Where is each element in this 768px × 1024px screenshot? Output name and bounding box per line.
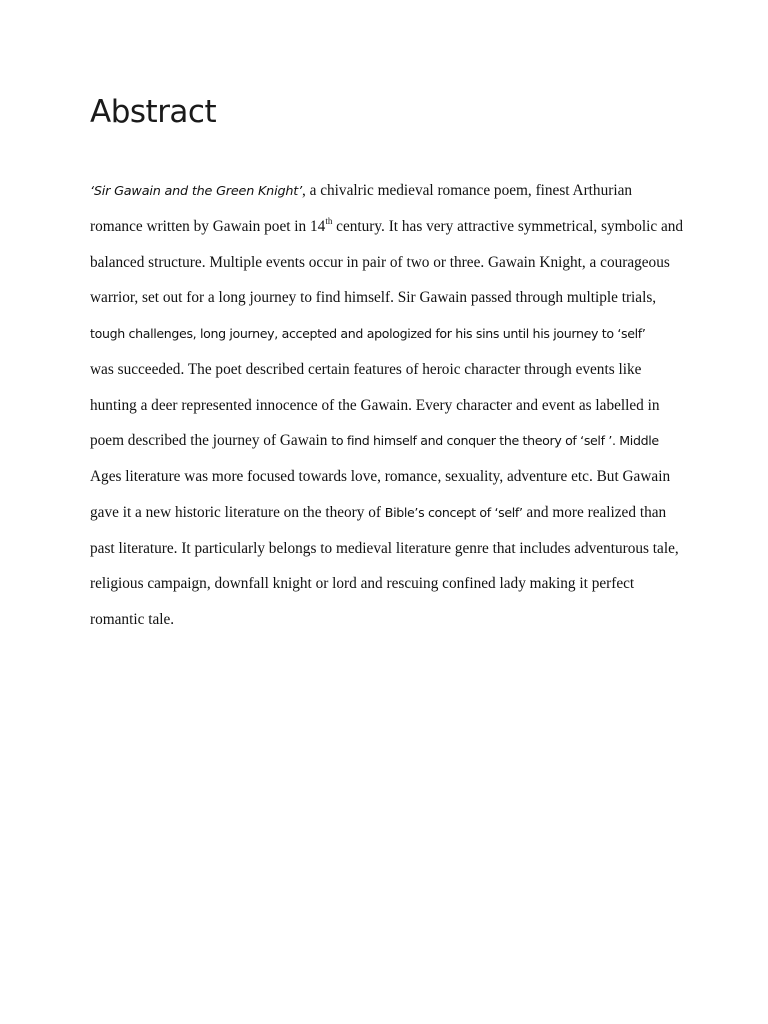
line-10-part-2: Bible’s concept of ‘self’ (384, 504, 523, 520)
line-8-part-2: to find himself and conquer the theory of ‘self ’. Middle (331, 433, 659, 449)
abstract-line-6: was succeeded. The poet described certain features of heroic character through events like (90, 360, 642, 378)
line-2-after: century. It has very attractive symmetrical, symbolic and (332, 217, 684, 235)
poem-title: ‘Sir Gawain and the Green Knight’ (90, 184, 302, 199)
abstract-line-9: Ages literature was more focused towards love, romance, sexuality, adventure etc. But Gawain (90, 468, 671, 485)
abstract-line-7: hunting a deer represented innocence of the Gawain. Every character and event as labelled in (90, 396, 660, 414)
abstract-line-13: romantic tale. (90, 611, 175, 628)
abstract-line-5: tough challenges, long journey, accepted and apologized for his sins until his journey to ‘self’ (90, 326, 646, 341)
line-10-part-3: and more realized than (522, 503, 667, 521)
ordinal-suffix: th (325, 215, 333, 226)
line-8-part-1: poem described the journey of Gawain (90, 432, 332, 450)
abstract-line-8 (90, 428, 690, 464)
abstract-heading: Abstract (90, 94, 217, 130)
abstract-line-1 (90, 178, 690, 214)
line-10-part-1: gave it a new historic literature on the theory of (90, 503, 385, 521)
abstract-line-10 (90, 500, 690, 536)
abstract-line-2 (90, 214, 690, 250)
abstract-body (90, 178, 690, 643)
abstract-line-12: religious campaign, downfall knight or lord and rescuing confined lady making it perfect (90, 575, 635, 593)
abstract-line-3: balanced structure. Multiple events occur in pair of two or three. Gawain Knight, a courageous (90, 253, 670, 271)
line-2-before: romance written by Gawain poet in 14 (90, 217, 326, 235)
abstract-line-4: warrior, set out for a long journey to find himself. Sir Gawain passed through multiple trials, (90, 289, 657, 307)
line-1-rest: , a chivalric medieval romance poem, finest Arthurian (301, 182, 633, 199)
abstract-line-11: past literature. It particularly belongs to medieval literature genre that includes adventurous tale, (90, 539, 679, 557)
